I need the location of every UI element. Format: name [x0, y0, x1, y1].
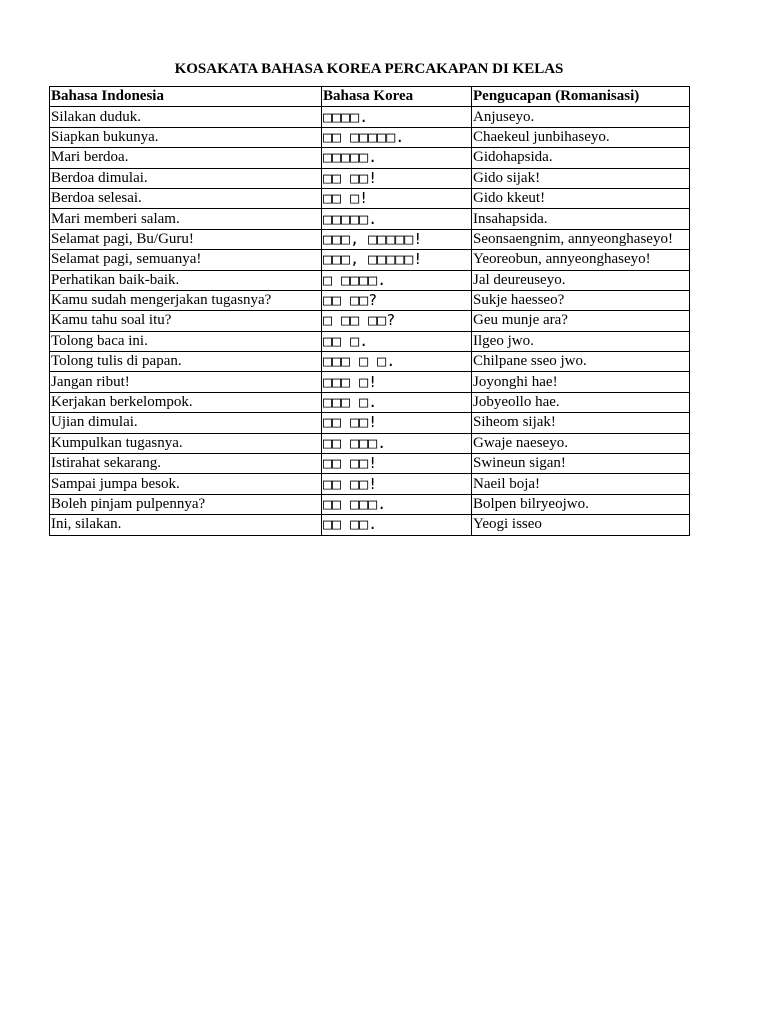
table-row	[50, 270, 690, 290]
cell-pengucapan: Geu munje ara?	[472, 311, 690, 331]
cell-pengucapan: Gido sijak!	[472, 168, 690, 188]
cell-pengucapan: Gwaje naeseyo.	[472, 433, 690, 453]
cell-bahasa-korea: □□ □□!	[322, 168, 472, 188]
table-row	[50, 392, 690, 412]
cell-bahasa-indonesia: Mari memberi salam.	[50, 209, 322, 229]
cell-bahasa-indonesia: Selamat pagi, semuanya!	[50, 250, 322, 270]
cell-bahasa-indonesia: Kamu tahu soal itu?	[50, 311, 322, 331]
cell-pengucapan: Jal deureuseyo.	[472, 270, 690, 290]
table-row	[50, 433, 690, 453]
cell-bahasa-korea: □ □□ □□?	[322, 311, 472, 331]
cell-bahasa-korea: □□ □□.	[322, 515, 472, 535]
cell-bahasa-indonesia: Jangan ribut!	[50, 372, 322, 392]
header-bahasa-indonesia: Bahasa Indonesia	[50, 87, 322, 107]
cell-pengucapan: Chaekeul junbihaseyo.	[472, 127, 690, 147]
table-row	[50, 372, 690, 392]
cell-bahasa-indonesia: Siapkan bukunya.	[50, 127, 322, 147]
cell-bahasa-indonesia: Ini, silakan.	[50, 515, 322, 535]
cell-bahasa-korea: □□ □□□.	[322, 494, 472, 514]
cell-bahasa-korea: □□□□.	[322, 107, 472, 127]
cell-bahasa-korea: □□□□□.	[322, 148, 472, 168]
cell-bahasa-indonesia: Tolong baca ini.	[50, 331, 322, 351]
cell-bahasa-korea: □□ □.	[322, 331, 472, 351]
cell-bahasa-korea: □□ □□!	[322, 413, 472, 433]
cell-pengucapan: Anjuseyo.	[472, 107, 690, 127]
table-row	[50, 515, 690, 535]
table-row	[50, 290, 690, 310]
table-row	[50, 148, 690, 168]
cell-pengucapan: Yeogi isseo	[472, 515, 690, 535]
cell-bahasa-korea: □□□□□.	[322, 209, 472, 229]
table-header-row	[50, 87, 690, 107]
table-row	[50, 474, 690, 494]
table-row	[50, 331, 690, 351]
table-row	[50, 188, 690, 208]
cell-bahasa-korea: □□ □!	[322, 188, 472, 208]
document-title: KOSAKATA BAHASA KOREA PERCAKAPAN DI KELAS	[174, 61, 564, 77]
vocabulary-table	[49, 86, 690, 536]
cell-pengucapan: Gidohapsida.	[472, 148, 690, 168]
cell-pengucapan: Siheom sijak!	[472, 413, 690, 433]
cell-bahasa-indonesia: Silakan duduk.	[50, 107, 322, 127]
cell-pengucapan: Seonsaengnim, annyeonghaseyo!	[472, 229, 690, 249]
cell-bahasa-indonesia: Mari berdoa.	[50, 148, 322, 168]
cell-bahasa-korea: □□□, □□□□□!	[322, 250, 472, 270]
cell-bahasa-indonesia: Tolong tulis di papan.	[50, 352, 322, 372]
cell-bahasa-korea: □□□ □.	[322, 392, 472, 412]
table-row	[50, 454, 690, 474]
table-row	[50, 413, 690, 433]
table-row	[50, 250, 690, 270]
table-row	[50, 352, 690, 372]
cell-pengucapan: Gido kkeut!	[472, 188, 690, 208]
cell-bahasa-indonesia: Kamu sudah mengerjakan tugasnya?	[50, 290, 322, 310]
cell-bahasa-korea: □□□, □□□□□!	[322, 229, 472, 249]
cell-pengucapan: Swineun sigan!	[472, 454, 690, 474]
table-row	[50, 229, 690, 249]
cell-pengucapan: Bolpen bilryeojwo.	[472, 494, 690, 514]
cell-pengucapan: Chilpane sseo jwo.	[472, 352, 690, 372]
cell-bahasa-korea: □□ □□□.	[322, 433, 472, 453]
table-row	[50, 209, 690, 229]
cell-bahasa-indonesia: Berdoa selesai.	[50, 188, 322, 208]
table-row	[50, 494, 690, 514]
table-row	[50, 107, 690, 127]
cell-bahasa-korea: □□ □□!	[322, 474, 472, 494]
table-body	[50, 107, 690, 535]
cell-bahasa-indonesia: Ujian dimulai.	[50, 413, 322, 433]
cell-pengucapan: Insahapsida.	[472, 209, 690, 229]
table-row	[50, 311, 690, 331]
cell-bahasa-indonesia: Kumpulkan tugasnya.	[50, 433, 322, 453]
header-pengucapan: Pengucapan (Romanisasi)	[472, 87, 690, 107]
cell-bahasa-indonesia: Sampai jumpa besok.	[50, 474, 322, 494]
cell-bahasa-indonesia: Berdoa dimulai.	[50, 168, 322, 188]
cell-pengucapan: Yeoreobun, annyeonghaseyo!	[472, 250, 690, 270]
cell-bahasa-indonesia: Kerjakan berkelompok.	[50, 392, 322, 412]
cell-bahasa-korea: □□□ □!	[322, 372, 472, 392]
cell-bahasa-indonesia: Boleh pinjam pulpennya?	[50, 494, 322, 514]
table-row	[50, 127, 690, 147]
cell-pengucapan: Joyonghi hae!	[472, 372, 690, 392]
cell-bahasa-korea: □□ □□!	[322, 454, 472, 474]
cell-bahasa-korea: □□□ □ □.	[322, 352, 472, 372]
header-bahasa-korea: Bahasa Korea	[322, 87, 472, 107]
cell-bahasa-indonesia: Perhatikan baik-baik.	[50, 270, 322, 290]
cell-pengucapan: Ilgeo jwo.	[472, 331, 690, 351]
cell-pengucapan: Naeil boja!	[472, 474, 690, 494]
cell-bahasa-indonesia: Selamat pagi, Bu/Guru!	[50, 229, 322, 249]
table-row	[50, 168, 690, 188]
cell-pengucapan: Jobyeollo hae.	[472, 392, 690, 412]
cell-pengucapan: Sukje haesseo?	[472, 290, 690, 310]
cell-bahasa-korea: □□ □□?	[322, 290, 472, 310]
cell-bahasa-korea: □□ □□□□□.	[322, 127, 472, 147]
cell-bahasa-indonesia: Istirahat sekarang.	[50, 454, 322, 474]
cell-bahasa-korea: □ □□□□.	[322, 270, 472, 290]
